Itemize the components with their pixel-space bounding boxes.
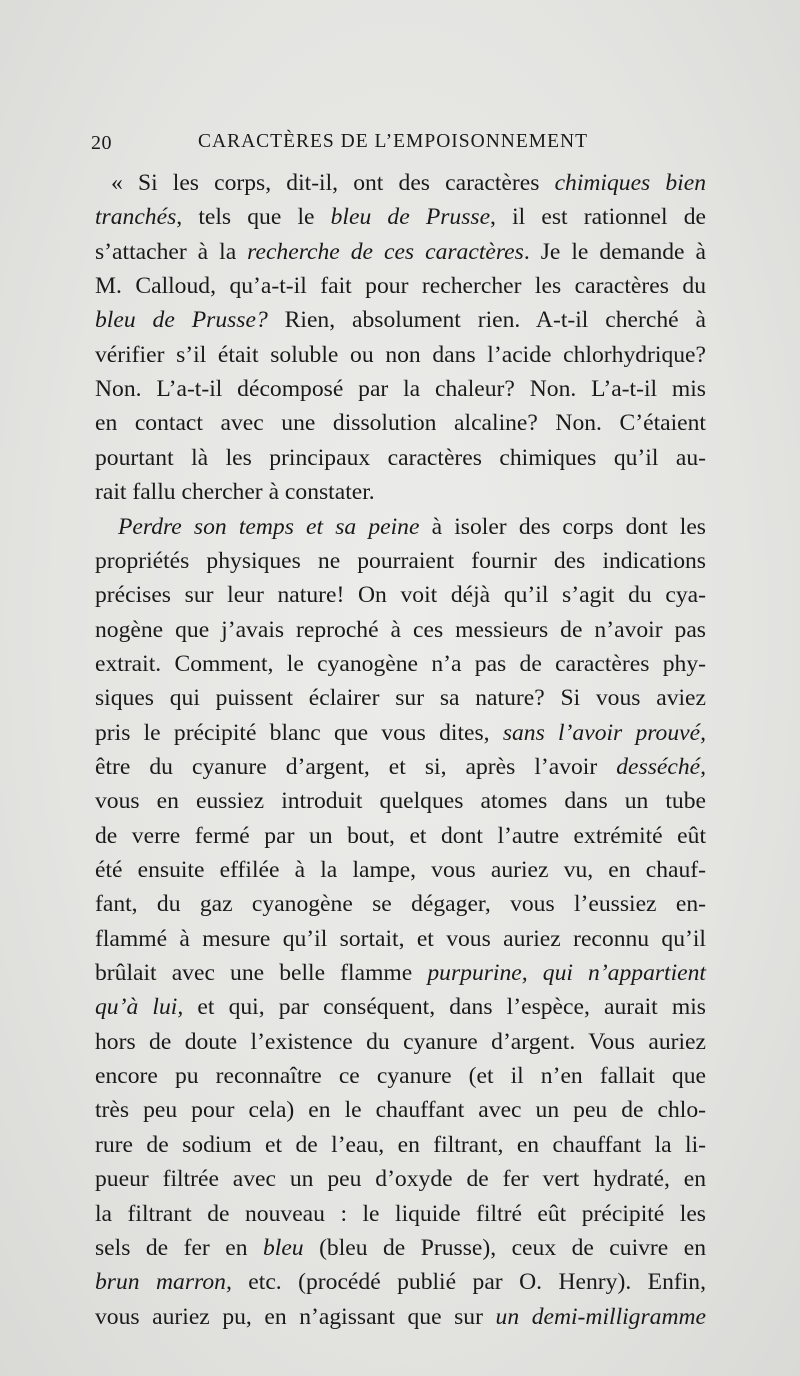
page-number: 20 xyxy=(91,132,112,154)
text-run: propriétés physiques ne pourraient fournir des indications xyxy=(95,547,706,574)
text-run: fant, du gaz cyanogène se dégager, vous l’eussiez en- xyxy=(95,891,706,918)
text-line xyxy=(95,235,706,269)
text-line xyxy=(95,784,706,818)
text-line xyxy=(95,475,706,509)
text-line xyxy=(95,269,706,303)
italic-run: qu’à lui, xyxy=(95,994,184,1021)
text-run: pueur filtrée avec un peu d’oxyde de fer vert hydraté, en xyxy=(95,1166,706,1193)
text-run: vous auriez pu, en n’agissant que sur xyxy=(95,1303,496,1330)
text-line xyxy=(95,1231,706,1265)
text-line xyxy=(95,1265,706,1299)
text-line xyxy=(95,338,706,372)
text-line xyxy=(95,647,706,681)
text-line xyxy=(95,303,706,337)
text-run: la filtrant de nouveau : le liquide filtré eût précipité les xyxy=(95,1200,706,1227)
text-line xyxy=(95,819,706,853)
text-line xyxy=(118,510,706,544)
text-run: , tels que le xyxy=(176,204,331,231)
text-line xyxy=(95,1197,706,1231)
text-run: , il est rationnel de xyxy=(490,204,706,231)
text-line xyxy=(111,166,706,200)
text-run: Rien, absolument rien. A-t-il cherché à xyxy=(267,307,706,334)
italic-run: bleu de Prusse? xyxy=(95,307,268,334)
text-run: rure de sodium et de l’eau, en filtrant, en chauffant la li- xyxy=(95,1131,706,1158)
text-run: pourtant là les principaux caractères chimiques qu’il au- xyxy=(95,444,706,471)
text-line xyxy=(95,750,706,784)
text-run: être du cyanure d’argent, et si, après l’avoir xyxy=(95,753,617,780)
italic-run: recherche de ces caractères xyxy=(247,238,524,265)
text-line xyxy=(95,544,706,578)
italic-run: sans l’avoir prouvé, xyxy=(502,719,706,746)
text-run: très peu pour cela) en le chauffant avec un peu de chlo- xyxy=(95,1097,706,1124)
text-run: « Si les corps, dit-il, ont des caractères xyxy=(111,170,555,196)
text-run: brûlait avec une belle flamme xyxy=(95,960,428,987)
text-run: Non. L’a-t-il décomposé par la chaleur? Non. L’a-t-il mis xyxy=(95,376,706,403)
text-run: pris le précipité blanc que vous dites, xyxy=(95,719,503,746)
text-line xyxy=(95,613,706,647)
text-line xyxy=(95,1093,706,1127)
text-run: hors de doute l’existence du cyanure d’argent. Vous auriez xyxy=(95,1028,706,1055)
text-run: été ensuite effilée à la lampe, vous auriez vu, en chauf- xyxy=(95,857,706,883)
text-line xyxy=(95,990,706,1024)
text-line xyxy=(95,681,706,715)
text-run: vous en eussiez introduit quelques atomes dans un tube xyxy=(95,788,706,815)
text-run: et qui, par conséquent, dans l’espèce, aurait mis xyxy=(183,994,706,1021)
text-run: sels de fer en xyxy=(95,1234,263,1261)
text-line xyxy=(95,441,706,475)
italic-run: bleu de Prusse xyxy=(330,204,491,231)
text-run: à isoler des corps dont les xyxy=(419,513,706,540)
text-run: de verre fermé par un bout, et dont l’autre extrémité eût xyxy=(95,822,706,849)
text-line xyxy=(95,887,706,921)
text-run: (bleu de Prusse), ceux de cuivre en xyxy=(303,1234,706,1261)
text-run: vérifier s’il était soluble ou non dans l’acide chlorhydrique? xyxy=(95,341,706,368)
text-run: en contact avec une dissolution alcaline? Non. C’étaient xyxy=(95,410,706,437)
italic-run: un demi-milligramme xyxy=(495,1303,706,1330)
text-line xyxy=(95,716,706,750)
italic-run: tranchés xyxy=(95,204,177,231)
italic-run: Perdre son temps et sa peine xyxy=(118,513,420,540)
text-line xyxy=(95,406,706,440)
text-line xyxy=(95,1025,706,1059)
text-line xyxy=(95,853,706,887)
text-run: précises sur leur nature! On voit déjà qu’il s’agit du cya- xyxy=(95,582,706,609)
text-line xyxy=(95,1059,706,1093)
text-run: flammé à mesure qu’il sortait, et vous auriez reconnu qu’il xyxy=(95,925,706,952)
text-line xyxy=(95,372,706,406)
text-run: s’attacher à la xyxy=(95,238,248,265)
running-head: CARACTÈRES DE L’EMPOISONNEMENT xyxy=(198,131,589,152)
text-run: encore pu reconnaître ce cyanure (et il n’en fallait que xyxy=(95,1063,706,1090)
text-line xyxy=(95,578,706,612)
text-line xyxy=(95,1162,706,1196)
text-run: M. Calloud, qu’a-t-il fait pour rechercher les caractères du xyxy=(95,273,706,300)
text-line xyxy=(95,1128,706,1162)
italic-run: brun marron, xyxy=(95,1269,232,1296)
text-line xyxy=(95,200,706,234)
italic-run: chimiques bien xyxy=(554,170,707,196)
text-run: extrait. Comment, le cyanogène n’a pas de caractères phy- xyxy=(95,650,706,677)
text-run: etc. (procédé publié par O. Henry). Enfin, xyxy=(231,1269,706,1296)
text-line xyxy=(95,922,706,956)
text-run: siques qui puissent éclairer sur sa nature? Si vous aviez xyxy=(95,685,706,712)
text-line xyxy=(95,1300,706,1334)
text-line xyxy=(95,956,706,990)
text-run: . Je le demande à xyxy=(523,238,706,265)
italic-run: desséché, xyxy=(616,753,706,780)
text-run: nogène que j’avais reproché à ces messieurs de n’avoir pas xyxy=(95,616,706,643)
italic-run: purpurine, qui n’appartient xyxy=(427,960,706,987)
text-run: rait fallu chercher à constater. xyxy=(95,479,375,506)
italic-run: bleu xyxy=(262,1234,304,1261)
